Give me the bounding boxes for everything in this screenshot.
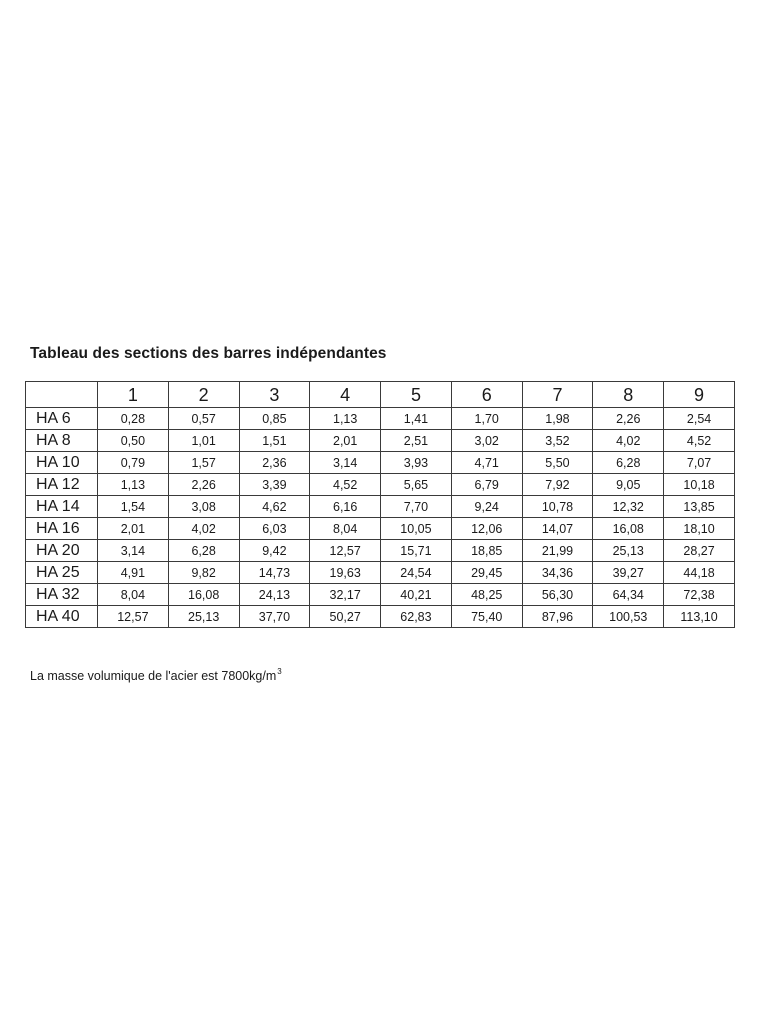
table-cell: 9,05 <box>593 474 664 496</box>
table-cell: 16,08 <box>593 518 664 540</box>
table-cell: 1,13 <box>98 474 169 496</box>
table-row <box>26 496 735 518</box>
table-cell: 1,41 <box>381 408 452 430</box>
table-cell: 40,21 <box>381 584 452 606</box>
table-cell: 24,13 <box>239 584 310 606</box>
table-cell: 0,79 <box>98 452 169 474</box>
column-header-2: 2 <box>168 382 239 408</box>
table-cell: 16,08 <box>168 584 239 606</box>
table-cell: 10,78 <box>522 496 593 518</box>
table-cell: 6,16 <box>310 496 381 518</box>
table-cell: 2,54 <box>664 408 735 430</box>
table-cell: 3,02 <box>451 430 522 452</box>
table-cell: 18,85 <box>451 540 522 562</box>
table-cell: 10,05 <box>381 518 452 540</box>
table-cell: 2,26 <box>593 408 664 430</box>
table-cell: 4,91 <box>98 562 169 584</box>
table-cell: 1,98 <box>522 408 593 430</box>
table-row <box>26 540 735 562</box>
table-cell: 4,02 <box>168 518 239 540</box>
table-cell: 2,51 <box>381 430 452 452</box>
table-cell: 3,39 <box>239 474 310 496</box>
table-cell: 4,52 <box>664 430 735 452</box>
footnote-text: La masse volumique de l'acier est 7800kg/m <box>30 669 277 683</box>
table-cell: 72,38 <box>664 584 735 606</box>
row-label: HA 14 <box>26 496 98 518</box>
table-cell: 44,18 <box>664 562 735 584</box>
table-cell: 1,57 <box>168 452 239 474</box>
table-cell: 6,28 <box>593 452 664 474</box>
table-cell: 8,04 <box>98 584 169 606</box>
row-label: HA 12 <box>26 474 98 496</box>
column-header-9: 9 <box>664 382 735 408</box>
table-cell: 12,32 <box>593 496 664 518</box>
table-cell: 6,79 <box>451 474 522 496</box>
table-cell: 3,52 <box>522 430 593 452</box>
table-row <box>26 518 735 540</box>
table-body <box>26 408 735 628</box>
table-cell: 9,82 <box>168 562 239 584</box>
table-cell: 62,83 <box>381 606 452 628</box>
table-cell: 50,27 <box>310 606 381 628</box>
bar-sections-table <box>25 381 735 628</box>
row-label: HA 25 <box>26 562 98 584</box>
table-cell: 4,02 <box>593 430 664 452</box>
table-row <box>26 562 735 584</box>
table-cell: 10,18 <box>664 474 735 496</box>
table-cell: 13,85 <box>664 496 735 518</box>
table-row <box>26 430 735 452</box>
column-header-3: 3 <box>239 382 310 408</box>
table-cell: 37,70 <box>239 606 310 628</box>
table-cell: 14,73 <box>239 562 310 584</box>
table-cell: 1,51 <box>239 430 310 452</box>
table-row <box>26 474 735 496</box>
table-cell: 0,85 <box>239 408 310 430</box>
footnote-superscript: 3 <box>277 667 282 676</box>
table-cell: 25,13 <box>168 606 239 628</box>
table-cell: 1,13 <box>310 408 381 430</box>
footnote <box>30 667 282 683</box>
column-header-7: 7 <box>522 382 593 408</box>
table-cell: 4,71 <box>451 452 522 474</box>
table-cell: 2,01 <box>98 518 169 540</box>
table-cell: 21,99 <box>522 540 593 562</box>
row-label: HA 20 <box>26 540 98 562</box>
table-row <box>26 452 735 474</box>
table-cell: 1,70 <box>451 408 522 430</box>
table-cell: 5,65 <box>381 474 452 496</box>
table-cell: 15,71 <box>381 540 452 562</box>
column-header-4: 4 <box>310 382 381 408</box>
table-cell: 48,25 <box>451 584 522 606</box>
table-cell: 8,04 <box>310 518 381 540</box>
table-cell: 100,53 <box>593 606 664 628</box>
table-cell: 113,10 <box>664 606 735 628</box>
table-cell: 7,70 <box>381 496 452 518</box>
table-cell: 24,54 <box>381 562 452 584</box>
table-cell: 87,96 <box>522 606 593 628</box>
table-cell: 6,28 <box>168 540 239 562</box>
table-cell: 34,36 <box>522 562 593 584</box>
table-cell: 18,10 <box>664 518 735 540</box>
table-cell: 1,01 <box>168 430 239 452</box>
table-row <box>26 606 735 628</box>
table-row <box>26 408 735 430</box>
header-row <box>26 382 735 408</box>
table-cell: 39,27 <box>593 562 664 584</box>
row-label: HA 10 <box>26 452 98 474</box>
table-cell: 29,45 <box>451 562 522 584</box>
table-cell: 1,54 <box>98 496 169 518</box>
table-cell: 4,62 <box>239 496 310 518</box>
table-title: Tableau des sections des barres indépendantes <box>30 345 387 362</box>
table-cell: 56,30 <box>522 584 593 606</box>
table-cell: 0,57 <box>168 408 239 430</box>
table-cell: 2,26 <box>168 474 239 496</box>
table-cell: 3,14 <box>98 540 169 562</box>
table-cell: 0,28 <box>98 408 169 430</box>
table-cell: 6,03 <box>239 518 310 540</box>
table-cell: 12,06 <box>451 518 522 540</box>
table-cell: 12,57 <box>98 606 169 628</box>
row-label: HA 6 <box>26 408 98 430</box>
table-cell: 0,50 <box>98 430 169 452</box>
table-cell: 3,08 <box>168 496 239 518</box>
row-label: HA 40 <box>26 606 98 628</box>
table-cell: 9,42 <box>239 540 310 562</box>
column-header-8: 8 <box>593 382 664 408</box>
row-label: HA 32 <box>26 584 98 606</box>
table-cell: 3,14 <box>310 452 381 474</box>
table-cell: 75,40 <box>451 606 522 628</box>
table-cell: 2,36 <box>239 452 310 474</box>
table-cell: 32,17 <box>310 584 381 606</box>
table-cell: 7,07 <box>664 452 735 474</box>
table-row <box>26 584 735 606</box>
table-cell: 9,24 <box>451 496 522 518</box>
table-cell: 12,57 <box>310 540 381 562</box>
table-cell: 25,13 <box>593 540 664 562</box>
table-cell: 5,50 <box>522 452 593 474</box>
column-header-1: 1 <box>98 382 169 408</box>
table-cell: 14,07 <box>522 518 593 540</box>
row-label: HA 8 <box>26 430 98 452</box>
table-cell: 3,93 <box>381 452 452 474</box>
table-cell: 4,52 <box>310 474 381 496</box>
table-cell: 28,27 <box>664 540 735 562</box>
column-header-6: 6 <box>451 382 522 408</box>
column-header-5: 5 <box>381 382 452 408</box>
table-cell: 7,92 <box>522 474 593 496</box>
table-cell: 64,34 <box>593 584 664 606</box>
corner-cell <box>26 382 98 408</box>
table-cell: 2,01 <box>310 430 381 452</box>
row-label: HA 16 <box>26 518 98 540</box>
table-cell: 19,63 <box>310 562 381 584</box>
